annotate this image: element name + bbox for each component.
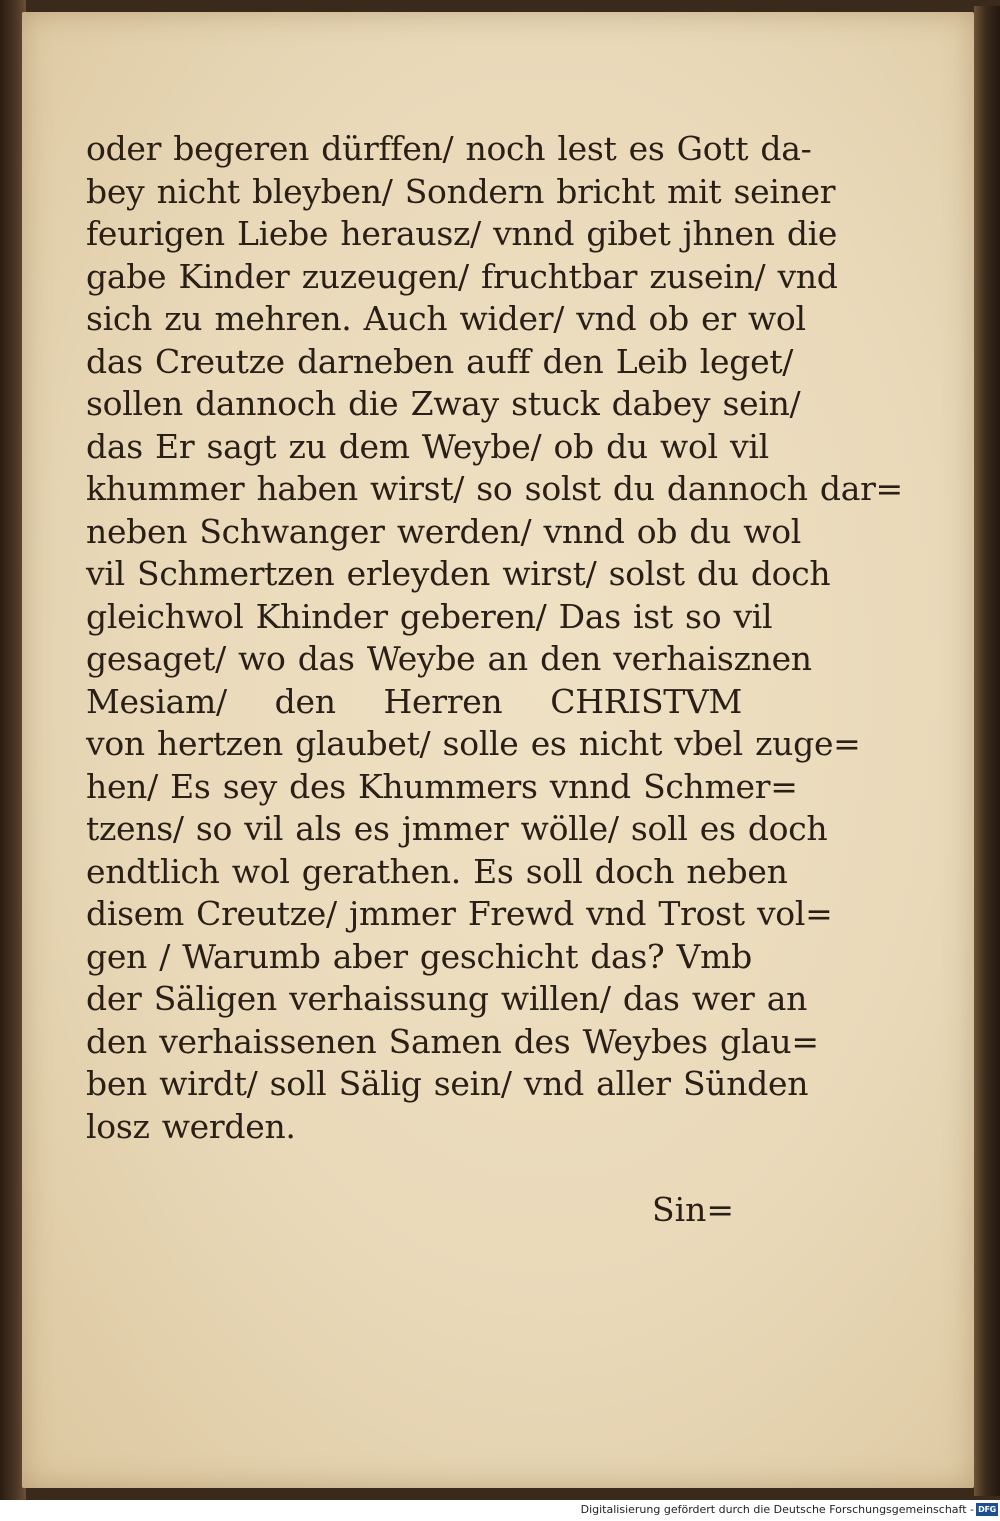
footer-bar <box>0 1500 1000 1521</box>
text-line: bey nicht bleyben/ Sondern bricht mit seiner <box>86 171 836 211</box>
dfg-logo: DFG <box>976 1503 998 1516</box>
text-line: oder begeren dürffen/ noch lest es Gott da- <box>86 129 812 168</box>
text-line: disem Creutze/ jmmer Frewd vnd Trost vol= <box>86 894 833 933</box>
text-line: Mesiam/ den Herren CHRISTVM <box>86 681 742 721</box>
text-line: vil Schmertzen erleyden wirst/ solst du doch <box>86 554 831 593</box>
text-line: gleichwol Khinder geberen/ Das ist so vil <box>86 596 773 636</box>
text-line: den verhaissenen Samen des Weybes glau= <box>86 1021 819 1061</box>
text-line: sollen dannoch die Zway stuck dabey sein/ <box>86 384 801 423</box>
text-line: khummer haben wirst/ so solst du dannoch dar= <box>86 469 903 508</box>
text-line: endtlich wol gerathen. Es soll doch neben <box>86 851 788 891</box>
page-text <box>86 128 903 1148</box>
text-line: der Säligen verhaissung willen/ das wer an <box>86 979 808 1018</box>
text-line: feurigen Liebe herausz/ vnnd gibet jhnen die <box>86 214 838 253</box>
text-line: sich zu mehren. Auch wider/ vnd ob er wol <box>86 299 806 338</box>
text-line: das Creutze darneben auff den Leib leget/ <box>86 341 794 381</box>
text-line: das Er sagt zu dem Weybe/ ob du wol vil <box>86 426 769 466</box>
catchword: Sin= <box>652 1190 735 1229</box>
text-line: ben wirdt/ soll Sälig sein/ vnd aller Sünden <box>86 1064 809 1103</box>
text-line: neben Schwanger werden/ vnnd ob du wol <box>86 511 802 551</box>
text-line: hen/ Es sey des Khummers vnnd Schmer= <box>86 766 798 806</box>
text-line: gabe Kinder zuzeugen/ fruchtbar zusein/ vnd <box>86 256 838 296</box>
page-edge <box>974 6 1000 1496</box>
text-line: tzens/ so vil als es jmmer wölle/ soll es doch <box>86 809 828 848</box>
text-line: gen / Warumb aber geschicht das? Vmb <box>86 936 752 976</box>
funding-credit: Digitalisierung gefördert durch die Deutsche Forschungsgemeinschaft - <box>580 1503 974 1516</box>
text-line: von hertzen glaubet/ solle es nicht vbel zuge= <box>86 724 861 763</box>
text-line: gesaget/ wo das Weybe an den verhaisznen <box>86 639 812 678</box>
text-line: losz werden. <box>86 1106 296 1146</box>
